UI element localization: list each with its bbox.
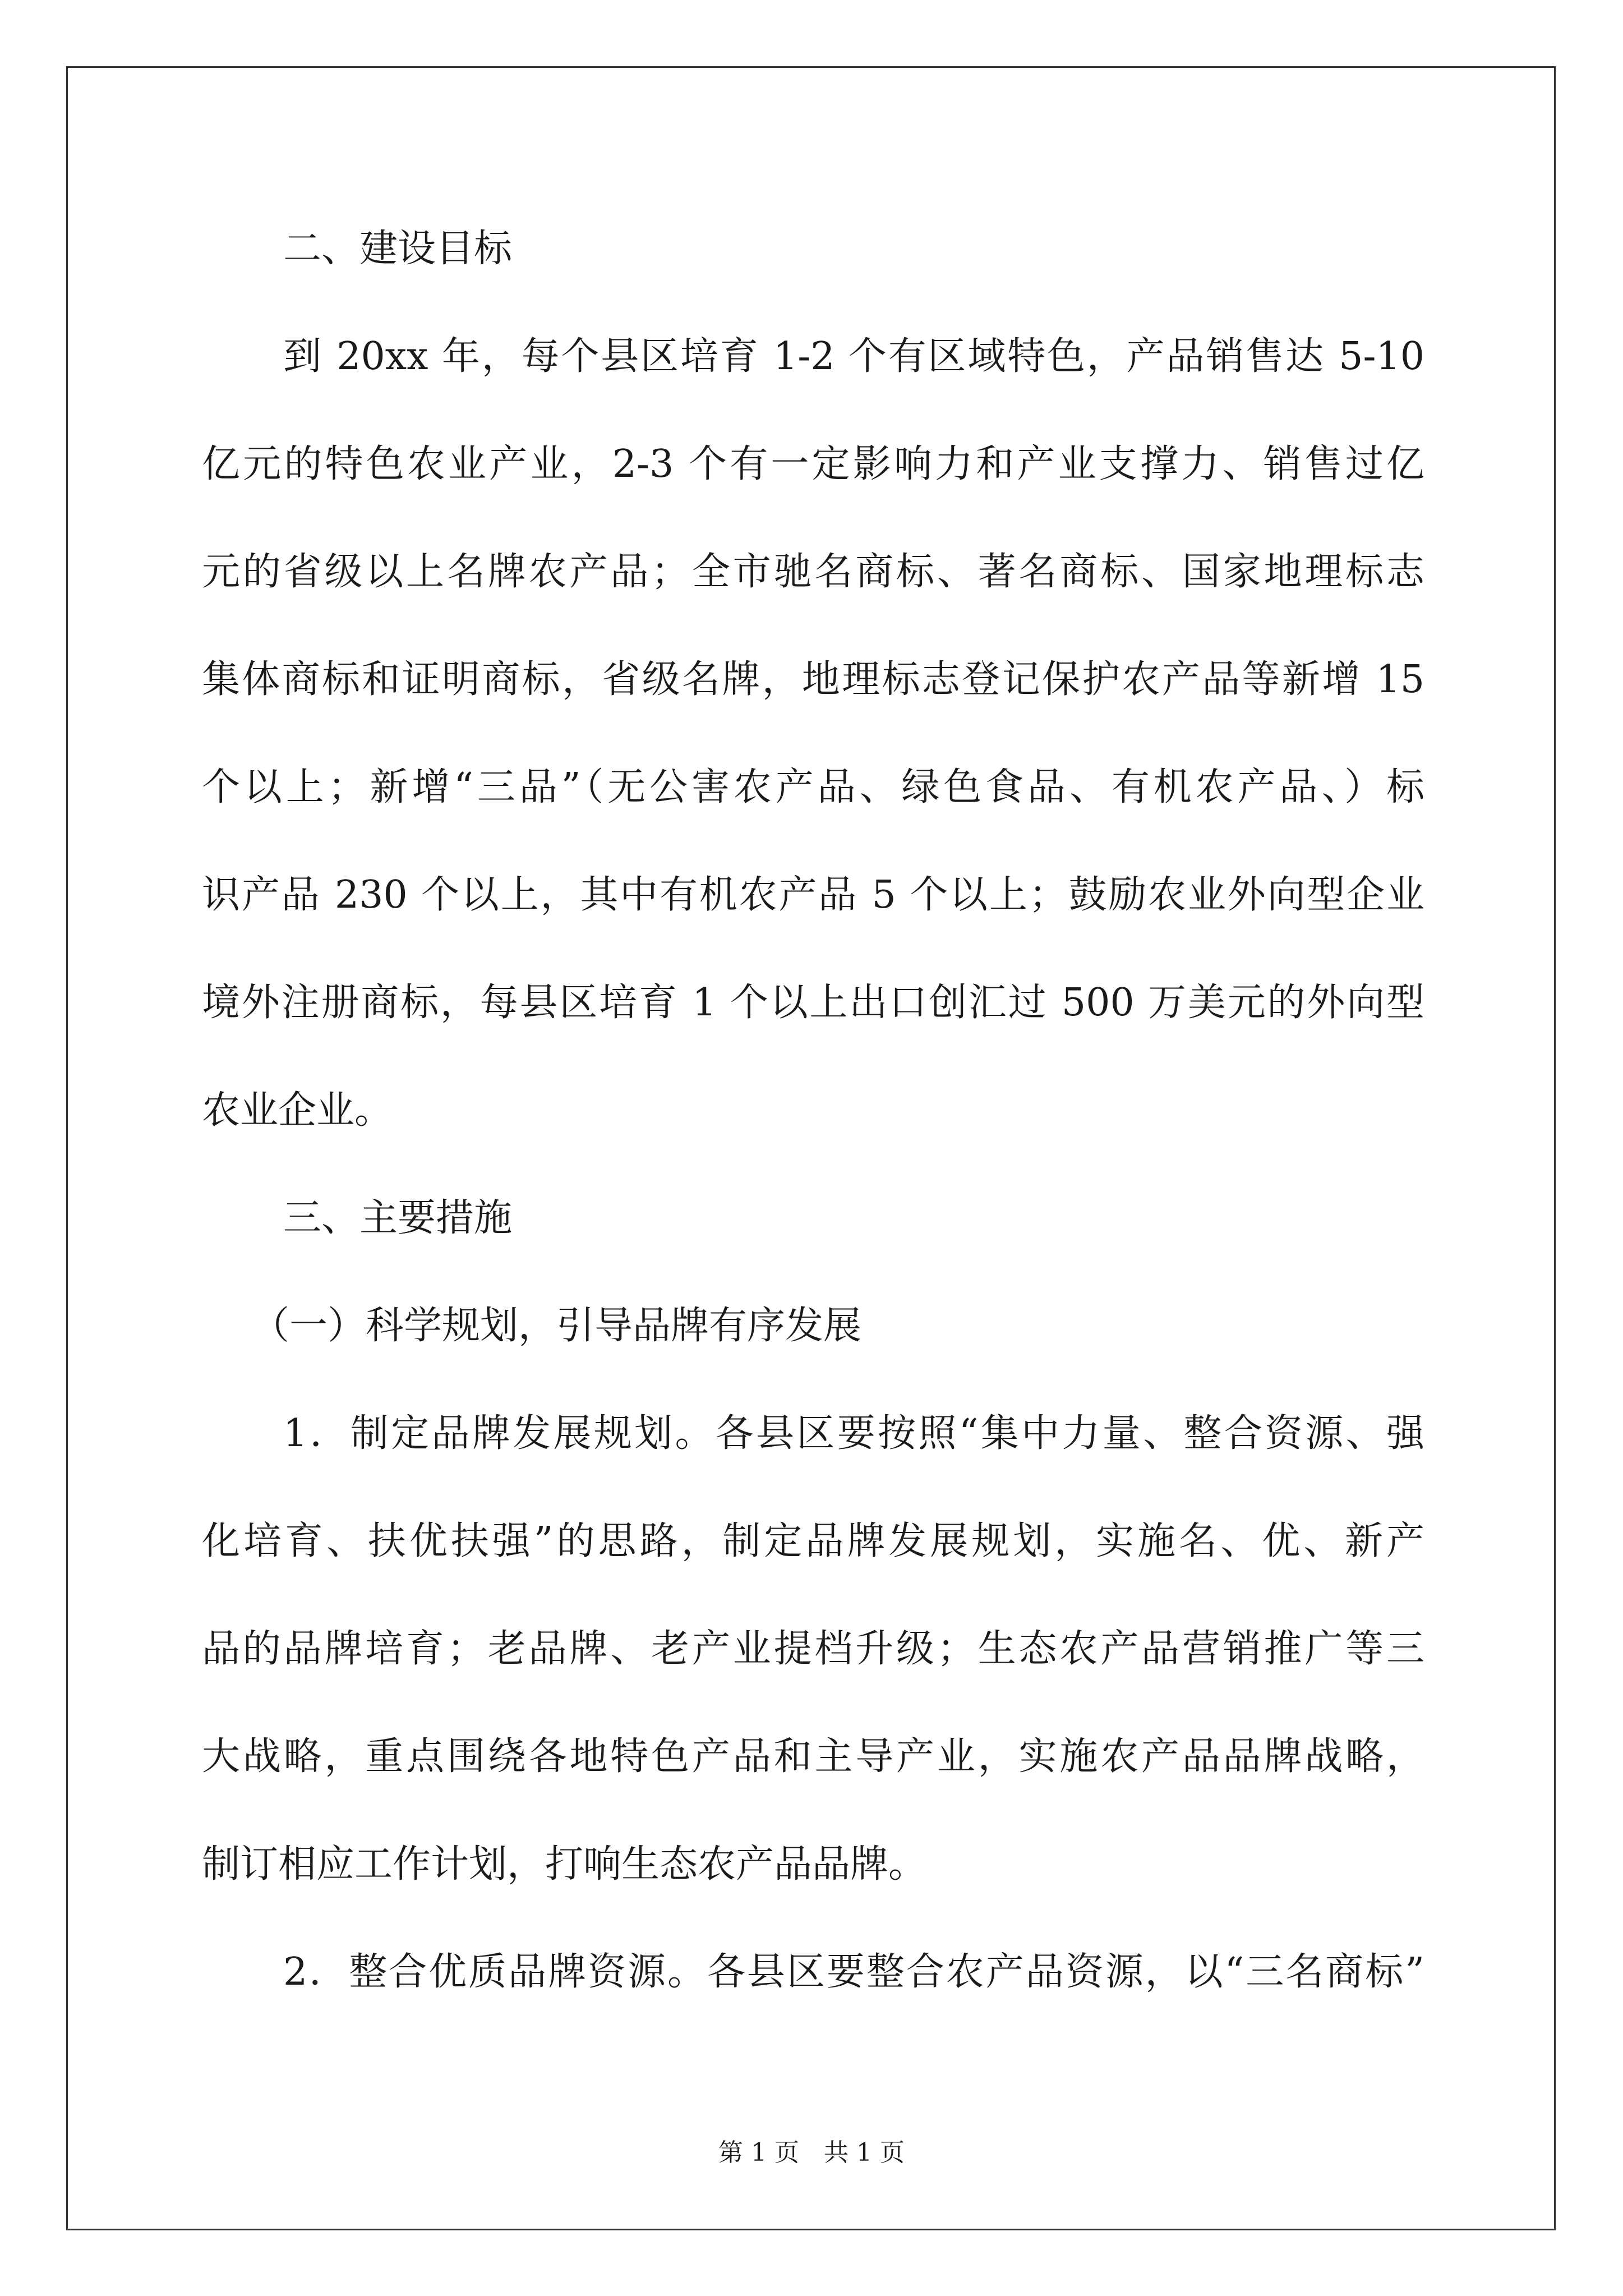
paragraph-line: 农业企业。 <box>202 1088 393 1133</box>
paragraph-line: 亿元的特色农业产业，2-3 个有一定影响力和产业支撑力、销售过亿 <box>202 442 1424 486</box>
paragraph-line: 化培育、扶优扶强”的思路，制定品牌发展规划，实施名、优、新产 <box>202 1519 1424 1563</box>
document-body <box>202 215 1424 2046</box>
paragraph-line: 元的省级以上名牌农产品；全市驰名商标、著名商标、国家地理标志 <box>202 550 1424 594</box>
paragraph-line: 集体商标和证明商标，省级名牌，地理标志登记保护农产品等新增 15 <box>202 657 1424 702</box>
paragraph-line: 识产品 230 个以上，其中有机农产品 5 个以上；鼓励农业外向型企业 <box>202 873 1424 917</box>
paragraph-line: 境外注册商标，每县区培育 1 个以上出口创汇过 500 万美元的外向型 <box>202 981 1424 1025</box>
paragraph-line: 制订相应工作计划，打响生态农产品品牌。 <box>202 1842 927 1887</box>
paragraph-line: 1．制定品牌发展规划。各县区要按照“集中力量、整合资源、强 <box>283 1411 1424 1456</box>
paragraph-line: 大战略，重点围绕各地特色产品和主导产业，实施农产品品牌战略， <box>202 1734 1424 1779</box>
paragraph-line: 到 20xx 年，每个县区培育 1-2 个有区域特色，产品销售达 5-10 <box>283 334 1424 379</box>
page-number-footer: 第 1 页 共 1 页 <box>718 2138 905 2167</box>
paragraph-line: 品的品牌培育；老品牌、老产业提档升级；生态农产品营销推广等三 <box>202 1627 1424 1671</box>
paragraph-line: 2．整合优质品牌资源。各县区要整合农产品资源，以“三名商标” <box>283 1950 1424 1994</box>
section-heading-goals: 二、建设目标 <box>283 227 513 271</box>
section-heading-measures: 三、主要措施 <box>283 1196 513 1240</box>
subsection-heading: （一）科学规划，引导品牌有序发展 <box>251 1304 862 1348</box>
paragraph-line: 个以上；新增“三品”（无公害农产品、绿色食品、有机农产品、）标 <box>202 765 1424 809</box>
